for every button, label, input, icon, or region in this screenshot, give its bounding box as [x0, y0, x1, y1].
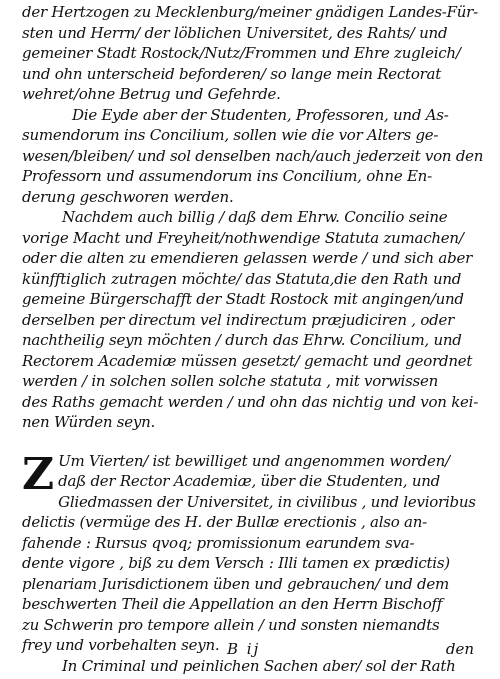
text-line: Um Vierten/ ist bewilliget und angenommen worden/: [58, 451, 450, 470]
text-line: nachtheilig seyn möchten / durch das Ehrw. Concilium, und: [22, 331, 462, 349]
text-line: vorige Macht und Freyheit/nothwendige Statuta zumachen/: [22, 228, 464, 247]
text-line: plenariam Jurisdictionem üben und gebrauchen/ und dem: [22, 574, 449, 593]
text-line: fahende : Rursus qvoq; promissionum earundem sva-: [22, 533, 415, 552]
text-line: wesen/bleiben/ und sol denselben nach/auch jederzeit von den: [22, 146, 484, 165]
text-line: gemeiner Stadt Rostock/Nutz/Frommen und Ehre zugleich/: [22, 44, 461, 62]
signature-mark: B ij: [227, 640, 261, 658]
text-line: sten und Herrn/ der löblichen Universitet, des Rahts/ und: [22, 23, 448, 42]
text-line: sumendorum ins Concilium, sollen wie die vor Alters ge-: [22, 126, 439, 144]
paragraph-3: [22, 207, 479, 433]
text-line: wehret/ohne Betrug und Gefehrde.: [22, 85, 281, 103]
text-line: zu Schwerin pro tempore allein / und sonsten niemandts: [22, 615, 440, 634]
text-line: frey und vorbehalten seyn.: [22, 636, 220, 654]
text-block: [22, 2, 484, 676]
text-line: Professorn und assumendorum ins Concilium, ohne En-: [22, 167, 432, 185]
text-line: In Criminal und peinlichen Sachen aber/ sol der Rath: [62, 656, 456, 675]
dropcap-letter: Z: [22, 448, 55, 500]
text-line: werden / in solchen sollen solche statuta , mit vorwissen: [22, 372, 439, 390]
page-footer: [22, 640, 474, 662]
text-line: des Raths gemacht werden / und ohn das nichtig und von kei-: [22, 392, 479, 411]
text-line: Nachdem auch billig / daß dem Ehrw. Concilio seine: [62, 208, 448, 226]
text-line: dente vigore , biß zu dem Versch : Illi tamen ex prædictis): [22, 554, 450, 572]
text-line: delictis (vermüge des H. der Bullæ erectionis , also an-: [22, 513, 427, 531]
text-line: Rectorem Academiæ müssen gesetzt/ gemacht und geordnet: [22, 351, 473, 370]
paragraph-2: [22, 105, 474, 126]
text-line: gemeine Bürgerschafft der Stadt Rostock mit angingen/und: [22, 290, 464, 308]
paragraph-4: [22, 448, 476, 656]
text-line: und ohn unterscheid beforderen/ so lange mein Rectorat: [22, 64, 441, 83]
text-line: derselben per directum vel indirectum præjudiciren , oder: [22, 310, 454, 329]
text-line: beschwerten Theil die Appellation an den Herrn Bischoff: [22, 595, 443, 613]
text-line: nen Würden seyn.: [22, 413, 155, 431]
paragraph-1: [22, 2, 478, 105]
text-line: daß der Rector Academiæ, über die Studenten, und: [58, 472, 441, 490]
text-line: künfftiglich zutragen möchte/ das Statuta,die den Rath und: [22, 269, 462, 288]
paragraph-2-body: [22, 125, 484, 207]
text-line: derung geschworen werden.: [22, 187, 234, 206]
text-line: der Hertzogen zu Mecklenburg/meiner gnädigen Landes-Für-: [22, 3, 478, 21]
catchword: den: [445, 640, 474, 658]
text-line: oder die alten zu emendieren gelassen werde / und sich aber: [22, 249, 473, 267]
text-line: Die Eyde aber der Studenten, Professoren, und As-: [72, 105, 449, 124]
paragraph-gap: [22, 433, 474, 451]
text-line: Gliedmassen der Universitet, in civilibus , und levioribus: [58, 492, 476, 511]
